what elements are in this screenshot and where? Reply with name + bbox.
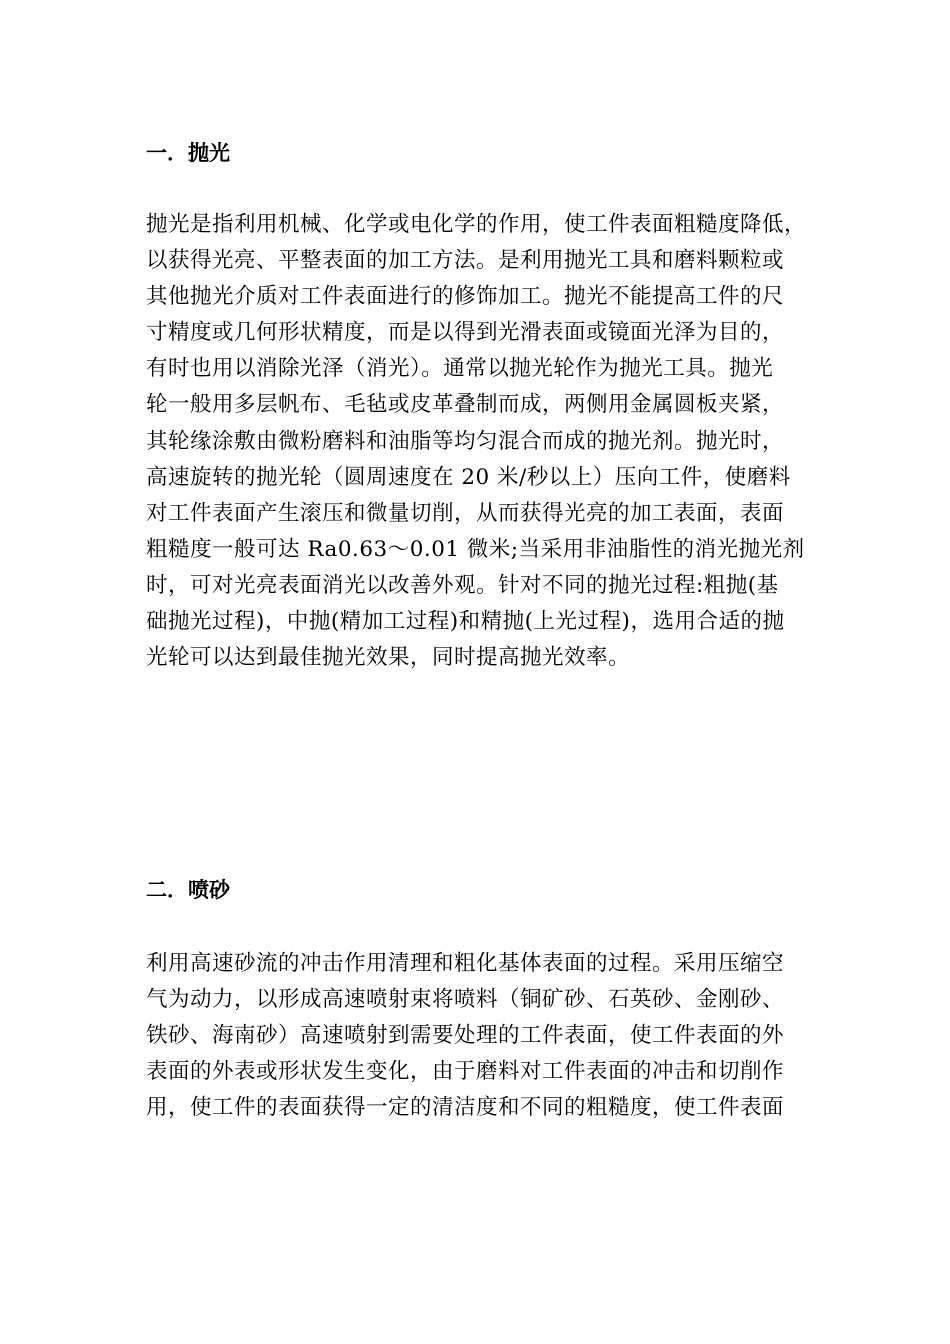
body-line: 寸精度或几何形状精度，而是以得到光滑表面或镜面光泽为目的， (146, 320, 785, 346)
body-line: 粗糙度一般可达 Ra0.63～0.01 微米;当采用非油脂性的消光抛光剂 (146, 536, 805, 562)
section-body-polishing (146, 207, 826, 676)
body-line: 以获得光亮、平整表面的加工方法。是利用抛光工具和磨料颗粒或 (146, 248, 785, 274)
body-line: 轮一般用多层帆布、毛毡或皮革叠制而成，两侧用金属圆板夹紧， (146, 392, 785, 418)
section-heading-polishing: 一．抛光 (146, 141, 230, 165)
body-line: 时，可对光亮表面消光以改善外观。针对不同的抛光过程:粗抛(基 (146, 572, 779, 598)
body-line: 利用高速砂流的冲击作用清理和粗化基体表面的过程。采用压缩空 (146, 951, 785, 976)
body-line: 有时也用以消除光泽（消光）。通常以抛光轮作为抛光工具。抛光 (146, 356, 774, 382)
body-line: 用，使工件的表面获得一定的清洁度和不同的粗糙度，使工件表面 (146, 1095, 785, 1121)
body-line: 气为动力，以形成高速喷射束将喷料（铜矿砂、石英砂、金刚砂、 (146, 987, 785, 1013)
body-line: 表面的外表或形状发生变化，由于磨料对工件表面的冲击和切削作 (146, 1059, 785, 1085)
body-line: 对工件表面产生滚压和微量切削，从而获得光亮的加工表面，表面 (146, 500, 785, 526)
body-line: 光轮可以达到最佳抛光效果，同时提高抛光效率。 (146, 645, 631, 671)
body-line: 铁砂、海南砂）高速喷射到需要处理的工件表面，使工件表面的外 (146, 1023, 785, 1049)
section-body-sandblasting (146, 946, 826, 1126)
body-line: 础抛光过程)，中抛(精加工过程)和精抛(上光过程)，选用合适的抛 (146, 609, 785, 635)
body-line: 抛光是指利用机械、化学或电化学的作用，使工件表面粗糙度降低， (146, 212, 807, 237)
section-heading-sandblasting: 二．喷砂 (146, 878, 230, 902)
body-line: 高速旋转的抛光轮（圆周速度在 20 米/秒以上）压向工件，使磨料 (146, 464, 791, 490)
body-line: 其轮缘涂敷由微粉磨料和油脂等均匀混合而成的抛光剂。抛光时， (146, 428, 785, 454)
body-line: 其他抛光介质对工件表面进行的修饰加工。抛光不能提高工件的尺 (146, 284, 785, 310)
